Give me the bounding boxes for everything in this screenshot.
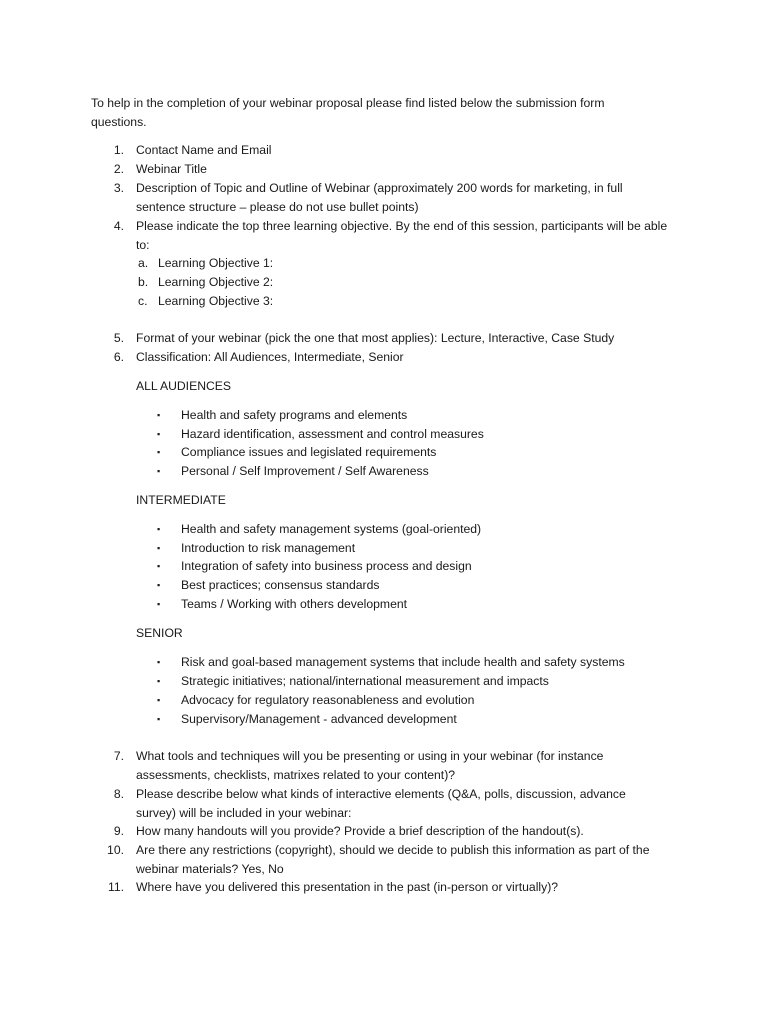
bullet-text: Introduction to risk management: [181, 541, 356, 555]
bullet-icon: ▪: [157, 657, 161, 667]
question-number: 7.: [113, 749, 124, 763]
classification-heading: SENIOR: [136, 626, 183, 640]
bullet-icon: ▪: [157, 695, 161, 705]
bullet-icon: ▪: [157, 447, 161, 457]
bullet-text: Personal / Self Improvement / Self Awareness: [181, 464, 429, 478]
bullet-icon: ▪: [157, 561, 161, 571]
question-number: 8.: [113, 787, 124, 801]
bullet-icon: ▪: [157, 599, 161, 609]
question-number: 1.: [113, 143, 124, 157]
objective-text: Learning Objective 3:: [158, 294, 274, 308]
bullet-text: Best practices; consensus standards: [181, 578, 380, 592]
question-number: 10.: [107, 843, 124, 857]
bullet-text: Supervisory/Management - advanced development: [181, 712, 457, 726]
question-number: 11.: [107, 880, 124, 894]
question-text: Classification: All Audiences, Intermediate, Senior: [136, 350, 404, 364]
objective-letter: b.: [138, 275, 149, 289]
bullet-icon: ▪: [157, 580, 161, 590]
question-text: Are there any restrictions (copyright), should we decide to publish this information as part of the webinar materials? Yes, No: [136, 843, 650, 876]
intro-paragraph: To help in the completion of your webinar proposal please find listed below the submission form questions.: [91, 96, 605, 129]
objective-letter: a.: [138, 256, 149, 270]
question-text: Webinar Title: [136, 162, 207, 176]
question-number: 9.: [113, 824, 124, 838]
question-text: Where have you delivered this presentation in the past (in-person or virtually)?: [136, 880, 559, 894]
bullet-icon: ▪: [157, 543, 161, 553]
bullet-icon: ▪: [157, 524, 161, 534]
bullet-text: Health and safety programs and elements: [181, 408, 408, 422]
question-number: 5.: [113, 331, 124, 345]
question-number: 4.: [113, 219, 124, 233]
bullet-text: Teams / Working with others development: [181, 597, 408, 611]
question-text: How many handouts will you provide? Provide a brief description of the handout(s).: [136, 824, 584, 838]
bullet-text: Integration of safety into business process and design: [181, 559, 472, 573]
question-text: Please describe below what kinds of interactive elements (Q&A, polls, discussion, advance survey) will be included in your webinar:: [136, 787, 626, 820]
question-number: 6.: [113, 350, 124, 364]
classification-heading: ALL AUDIENCES: [136, 379, 232, 393]
bullet-icon: ▪: [157, 410, 161, 420]
bullet-icon: ▪: [157, 466, 161, 476]
bullet-text: Risk and goal-based management systems that include health and safety systems: [181, 655, 625, 669]
bullet-text: Compliance issues and legislated requirements: [181, 445, 437, 459]
bullet-icon: ▪: [157, 714, 161, 724]
bullet-text: Hazard identification, assessment and control measures: [181, 427, 484, 441]
objective-text: Learning Objective 1:: [158, 256, 274, 270]
question-number: 3.: [113, 181, 124, 195]
question-number: 2.: [113, 162, 124, 176]
bullet-text: Advocacy for regulatory reasonableness and evolution: [181, 693, 475, 707]
classification-heading: INTERMEDIATE: [136, 493, 226, 507]
question-text: Description of Topic and Outline of Webinar (approximately 200 words for marketing, in full sentence structure – please do not use bullet points): [136, 181, 623, 214]
bullet-text: Health and safety management systems (goal-oriented): [181, 522, 482, 536]
question-text: Format of your webinar (pick the one that most applies): Lecture, Interactive, Case Study: [136, 331, 615, 345]
bullet-icon: ▪: [157, 676, 161, 686]
question-text: Contact Name and Email: [136, 143, 272, 157]
objective-letter: c.: [138, 294, 148, 308]
question-text: What tools and techniques will you be presenting or using in your webinar (for instance assessments, checklists, matrixes related to your content)?: [136, 749, 604, 782]
question-text: Please indicate the top three learning objective. By the end of this session, participants will be able to:: [136, 219, 668, 252]
bullet-icon: ▪: [157, 429, 161, 439]
objective-text: Learning Objective 2:: [158, 275, 274, 289]
bullet-text: Strategic initiatives; national/international measurement and impacts: [181, 674, 549, 688]
